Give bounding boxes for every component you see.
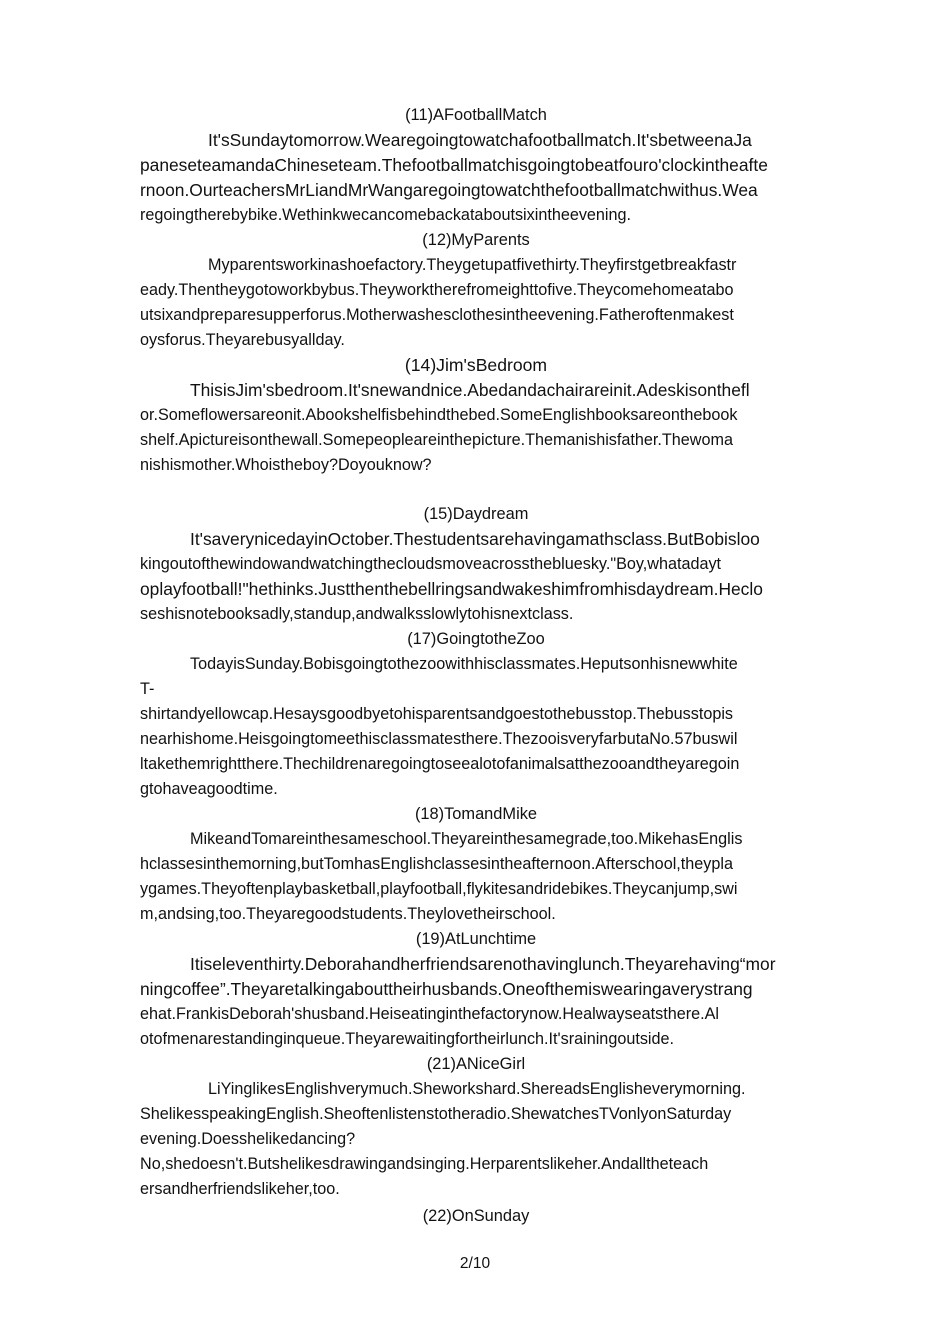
story-line: LiYinglikesEnglishverymuch.Sheworkshard.ShereadsEnglisheverymorning.: [208, 1080, 746, 1098]
story-line: shelf.Apictureisonthewall.Somepeopleareinthepicture.Themanishisfather.Thewoma: [140, 431, 733, 449]
story-line: MikeandTomareinthesameschool.Theyareinthesamegrade,too.MikehasEnglis: [190, 830, 743, 848]
story-line: T-: [140, 680, 155, 698]
story-title-at-lunchtime: (19)AtLunchtime: [415, 930, 537, 948]
story-line: ThisisJim'sbedroom.It'snewandnice.Abedandachairareinit.Adeskisonthefl: [190, 380, 750, 400]
story-line: or.Someflowersareonit.Abookshelfisbehindthebed.SomeEnglishbooksareonthebook: [140, 406, 738, 424]
story-line: ltakethemrightthere.Thechildrenaregoingtoseealotofanimalsatthezooandtheyaregoin: [140, 755, 740, 773]
story-title-going-to-the-zoo: (17)GoingtotheZoo: [407, 630, 545, 648]
story-line: ningcoffee”.Theyaretalkingabouttheirhusbands.Oneofthemiswearingaverystrang: [140, 979, 753, 999]
story-line: oysforus.Theyarebusyallday.: [140, 331, 345, 349]
story-line: regoingtherebybike.Wethinkwecancomebackataboutsixintheevening.: [140, 206, 632, 224]
story-line: hclassesinthemorning,butTomhasEnglishclassesintheafternoon.Afterschool,theypla: [140, 855, 733, 873]
story-line: shirtandyellowcap.Hesaysgoodbyetohisparentsandgoestothebusstop.Thebusstopis: [140, 705, 734, 723]
story-line: nishismother.Whoistheboy?Doyouknow?: [140, 456, 432, 474]
story-title-on-sunday: (22)OnSunday: [422, 1207, 530, 1225]
story-title-tom-and-mike: (18)TomandMike: [414, 805, 538, 823]
story-line: eady.Thentheygotoworkbybus.Theyworktherefromeighttofive.Theycomehomeatabo: [140, 281, 734, 299]
story-title-my-parents: (12)MyParents: [422, 231, 530, 249]
story-line: seshisnotebooksadly,standup,andwalksslowlytohisnextclass.: [140, 605, 574, 623]
story-line: It'sSundaytomorrow.Wearegoingtowatchafootballmatch.It'sbetweenaJa: [208, 130, 752, 150]
story-line: ShelikesspeakingEnglish.Sheoftenlistenstotheradio.ShewatchesTVonlyonSaturday: [140, 1105, 732, 1123]
story-line: ygames.Theyoftenplaybasketball,playfootball,flykitesandridebikes.Theycanjump,swi: [140, 880, 738, 898]
story-line: It'saverynicedayinOctober.Thestudentsarehavingamathsclass.ButBobisloo: [190, 529, 760, 549]
story-title-jims-bedroom: (14)Jim'sBedroom: [404, 355, 548, 375]
page-number: 2/10: [459, 1255, 491, 1272]
story-line: kingoutofthewindowandwatchingthecloudsmoveacrossthebluesky."Boy,whatadayt: [140, 555, 722, 573]
story-line: No,shedoesn't.Butshelikesdrawingandsinging.Herparentslikeher.Andalltheteach: [140, 1155, 709, 1173]
story-line: nearhishome.Heisgoingtomeethisclassmatesthere.ThezooisveryfarbutaNo.57buswil: [140, 730, 738, 748]
story-line: TodayisSunday.Bobisgoingtothezoowithhisclassmates.Heputsonhisnewwhite: [190, 655, 738, 673]
story-line: m,andsing,too.Theyaregoodstudents.Theylovetheirschool.: [140, 905, 556, 923]
story-line: otofmenarestandinginqueue.Theyarewaitingfortheirlunch.It'srainingoutside.: [140, 1030, 675, 1048]
story-line: gtohaveagoodtime.: [140, 780, 278, 798]
story-title-a-nice-girl: (21)ANiceGirl: [426, 1055, 526, 1073]
story-line: rnoon.OurteachersMrLiandMrWangaregoingtowatchthefootballmatchwithus.Wea: [140, 180, 758, 200]
story-line: ehat.FrankisDeborah'shusband.Heiseatinginthefactorynow.Healwayseatsthere.Al: [140, 1005, 719, 1023]
story-line: utsixandpreparesupperforus.Motherwashesclothesintheevening.Fatheroftenmakest: [140, 306, 734, 324]
story-line: evening.Doesshelikedancing?: [140, 1130, 356, 1148]
story-title-football-match: (11)AFootballMatch: [405, 106, 547, 124]
story-line: oplayfootball!"hethinks.Justthenthebellringsandwakeshimfromhisdaydream.Heclo: [140, 579, 763, 599]
story-line: paneseteamandaChineseteam.Thefootballmatchisgoingtobeatfouro'clockintheafte: [140, 155, 768, 175]
story-line: ersandherfriendslikeher,too.: [140, 1180, 340, 1198]
story-title-daydream: (15)Daydream: [423, 505, 529, 523]
story-line: Myparentsworkinashoefactory.Theygetupatfivethirty.Theyfirstgetbreakfastr: [208, 256, 737, 274]
story-line: Itiseleventhirty.Deborahandherfriendsarenothavinglunch.Theyarehaving“mor: [190, 954, 776, 974]
